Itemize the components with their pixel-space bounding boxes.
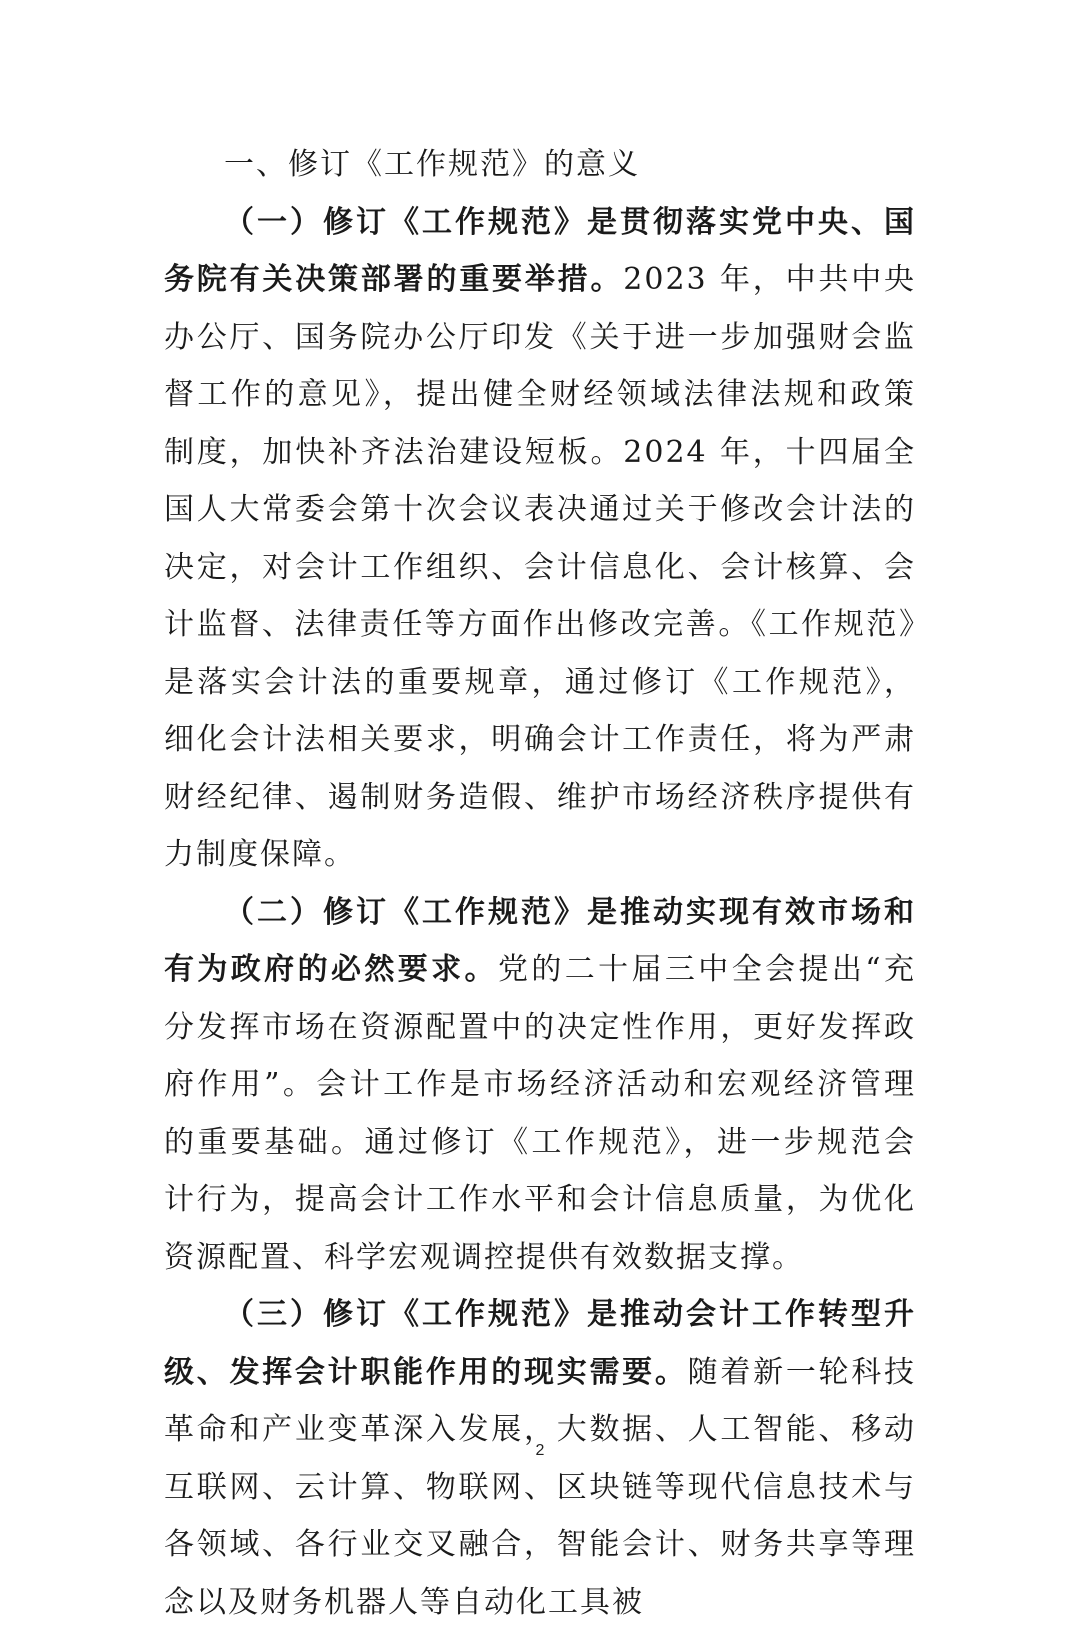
paragraph-2-lead: （二）修订《工作规范》是推动实现有效市场和有为政府的必然要求。 xyxy=(164,894,916,987)
paragraph-1-text: 2023 年，中共中央办公厅、国务院办公厅印发《关于进一步加强财会监督工作的意见》，提出健全财经领域法律法规和政策制度，加快补齐法治建设短板。2024 年，十四届全国人大常委会第十次会议表决通过关于修改会计法的决定，对会计工作组织、会计信息化、会计核算、会计监督、法律责任等方面作出修改完善。《工作规范》是落实会计法的重要规章，通过修订《工作规范》，细化会计法相关要求，明确会计工作责任，将为严肃财经纪律、遏制财务造假、维护市场经济秩序提供有力制度保障。 xyxy=(164,262,916,872)
paragraph-2-text: 党的二十届三中全会提出“充分发挥市场在资源配置中的决定性作用，更好发挥政府作用”。会计工作是市场经济活动和宏观经济管理的重要基础。通过修订《工作规范》，进一步规范会计行为，提高会计工作水平和会计信息质量，为优化资源配置、科学宏观调控提供有效数据支撑。 xyxy=(164,952,916,1275)
paragraph-3-lead: （三）修订《工作规范》是推动会计工作转型升级、发挥会计职能作用的现实需要。 xyxy=(164,1297,916,1390)
paragraph-3-text: 随着新一轮科技革命和产业变革深入发展，大数据、人工智能、移动互联网、云计算、物联网、区块链等现代信息技术与各领域、各行业交叉融合，智能会计、财务共享等理念以及财务机器人等自动化工具被 xyxy=(164,1354,917,1620)
paragraph-1-lead: （一）修订《工作规范》是贯彻落实党中央、国务院有关决策部署的重要举措。 xyxy=(164,204,916,297)
section-heading: 一、修订《工作规范》的意义 xyxy=(224,147,640,182)
document-body xyxy=(164,136,916,1631)
paragraph-1 xyxy=(164,194,916,884)
paragraph-2 xyxy=(164,884,916,1287)
page-number: 2 xyxy=(535,1442,545,1459)
